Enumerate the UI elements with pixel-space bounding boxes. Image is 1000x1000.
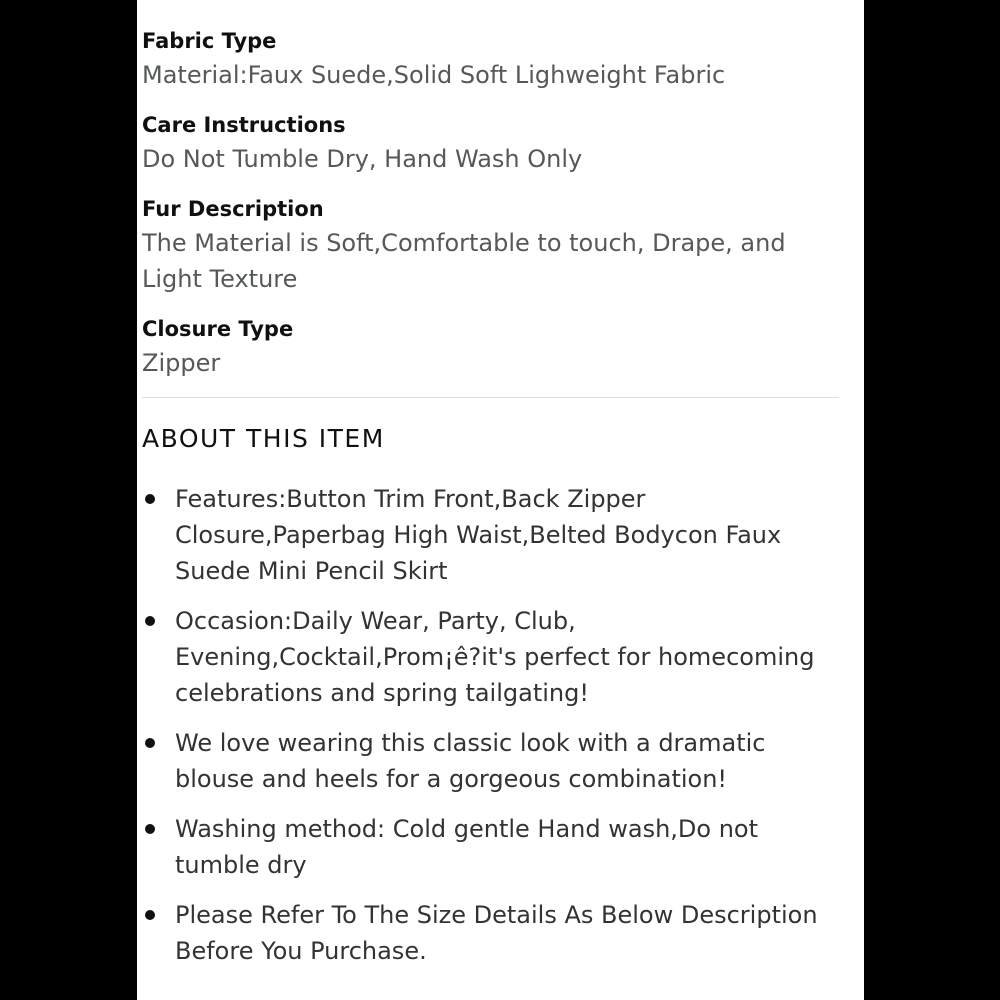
list-item	[142, 603, 842, 711]
bullet-text: Occasion:Daily Wear, Party, Club, Evening,Cocktail,Prom¡ê?it's perfect for homecoming celebrations and spring tailgating!	[175, 607, 815, 707]
bullet-dot-icon	[145, 910, 155, 920]
detail-label: Fur Description	[142, 197, 324, 221]
detail-value: Do Not Tumble Dry, Hand Wash Only	[142, 145, 583, 173]
list-item	[142, 725, 842, 797]
list-item	[142, 897, 842, 969]
about-bullet-list	[142, 481, 842, 969]
list-item	[142, 811, 842, 883]
bullet-dot-icon	[145, 494, 155, 504]
detail-fabric-type	[142, 25, 842, 93]
detail-label: Care Instructions	[142, 113, 346, 137]
detail-value: The Material is Soft,Comfortable to touch, Drape, and Light Texture	[142, 229, 786, 293]
bullet-text: Please Refer To The Size Details As Below Description Before You Purchase.	[175, 901, 818, 965]
bullet-text: Washing method: Cold gentle Hand wash,Do not tumble dry	[175, 815, 759, 879]
detail-value: Zipper	[142, 349, 221, 377]
list-item	[142, 481, 842, 589]
product-details-panel	[137, 0, 864, 1000]
bullet-text: Features:Button Trim Front,Back Zipper Closure,Paperbag High Waist,Belted Bodycon Faux Suede Mini Pencil Skirt	[175, 485, 782, 585]
bullet-dot-icon	[145, 824, 155, 834]
detail-care-instructions	[142, 109, 842, 177]
detail-closure-type	[142, 313, 842, 381]
bullet-dot-icon	[145, 738, 155, 748]
bullet-dot-icon	[145, 616, 155, 626]
bullet-text: We love wearing this classic look with a dramatic blouse and heels for a gorgeous combination!	[175, 729, 766, 793]
detail-label: Closure Type	[142, 317, 294, 341]
detail-label: Fabric Type	[142, 29, 277, 53]
section-divider	[142, 397, 839, 398]
detail-fur-description	[142, 193, 842, 297]
detail-value: Material:Faux Suede,Solid Soft Lighweight Fabric	[142, 61, 726, 89]
product-details-content	[142, 25, 842, 983]
about-heading: ABOUT THIS ITEM	[142, 424, 385, 453]
